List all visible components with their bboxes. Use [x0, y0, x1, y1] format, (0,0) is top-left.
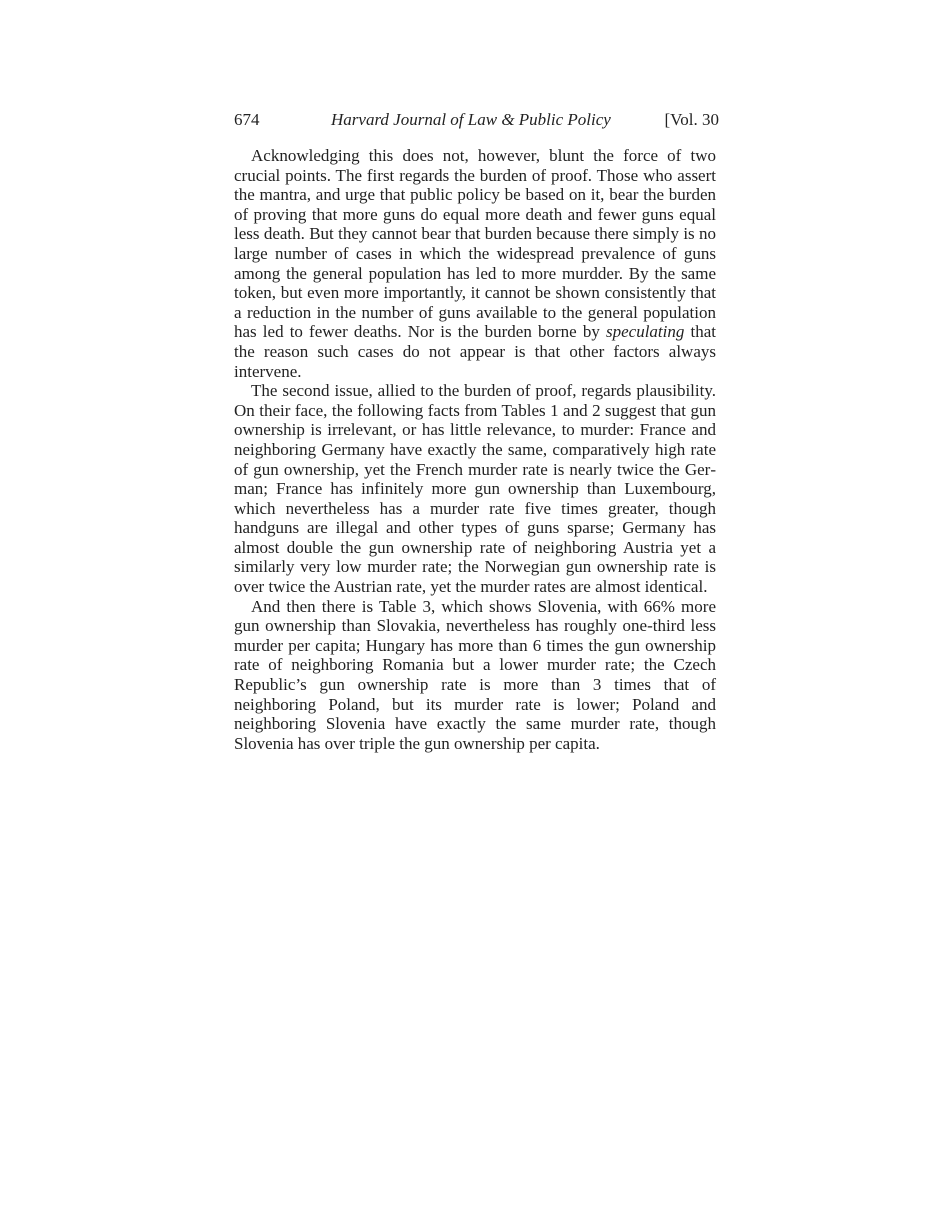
running-header	[234, 109, 719, 131]
paragraph-table-3: And then there is Table 3, which shows Slovenia, with 66% more gun ownership than Slovakia, nevertheless has roughly one-third less murder per capita; Hungary has more than 6 times the gun ownership rate of neighboring Romania but a lower murder rate; the Czech Republic’s gun ownership rate is more than 3 times that of neighboring Poland, but its murder rate is lower; Poland and neighboring Slovenia have exactly the same murder rate, though Slovenia has over triple the gun ownership per capita.	[234, 596, 716, 753]
page-number: 674	[234, 110, 260, 129]
paragraph-plausibility: The second issue, allied to the burden of proof, regards plausibility. On their face, the following facts from Tables 1 and 2 suggest that gun ownership is irrelevant, or has little relevance, to murder: France and neighboring Germany have exactly the same, comparatively high rate of gun ownership, yet the French murder rate is nearly twice the German; France has infinitely more gun ownership than Luxembourg, which nevertheless has a murder rate five times greater, though handguns are illegal and other types of guns sparse; Germany has almost double the gun ownership rate of neighboring Austria yet a similarly very low murder rate; the Norwegian gun ownership rate is over twice the Austrian rate, yet the murder rates are almost identical.	[234, 381, 716, 597]
paragraph-burden-of-proof	[234, 146, 716, 381]
article-body	[234, 146, 716, 753]
volume-label: [Vol. 30	[664, 110, 719, 129]
journal-title: Harvard Journal of Law & Public Policy	[331, 110, 611, 129]
emphasized-word: speculating	[605, 322, 685, 342]
paragraph-text: Acknowledging this does not, however, blunt the force of two crucial points. The first regards the burden of proof. Those who assert the mantra, and urge that public policy be based on it, bear the burden of proving that more guns do equal more death and fewer guns equal less death. But they cannot bear that burden because there simply is no large number of cases in which the widespread prevalence of guns among the general population has led to more murdder. By the same token, but even more importantly, it cannot be shown consistently that a reduction in the number of guns available to the general population has led to fewer deaths. Nor is the burden borne by	[234, 146, 716, 342]
paragraph-text: that the reason such cases do not appear is that other factors always intervene.	[234, 322, 717, 381]
